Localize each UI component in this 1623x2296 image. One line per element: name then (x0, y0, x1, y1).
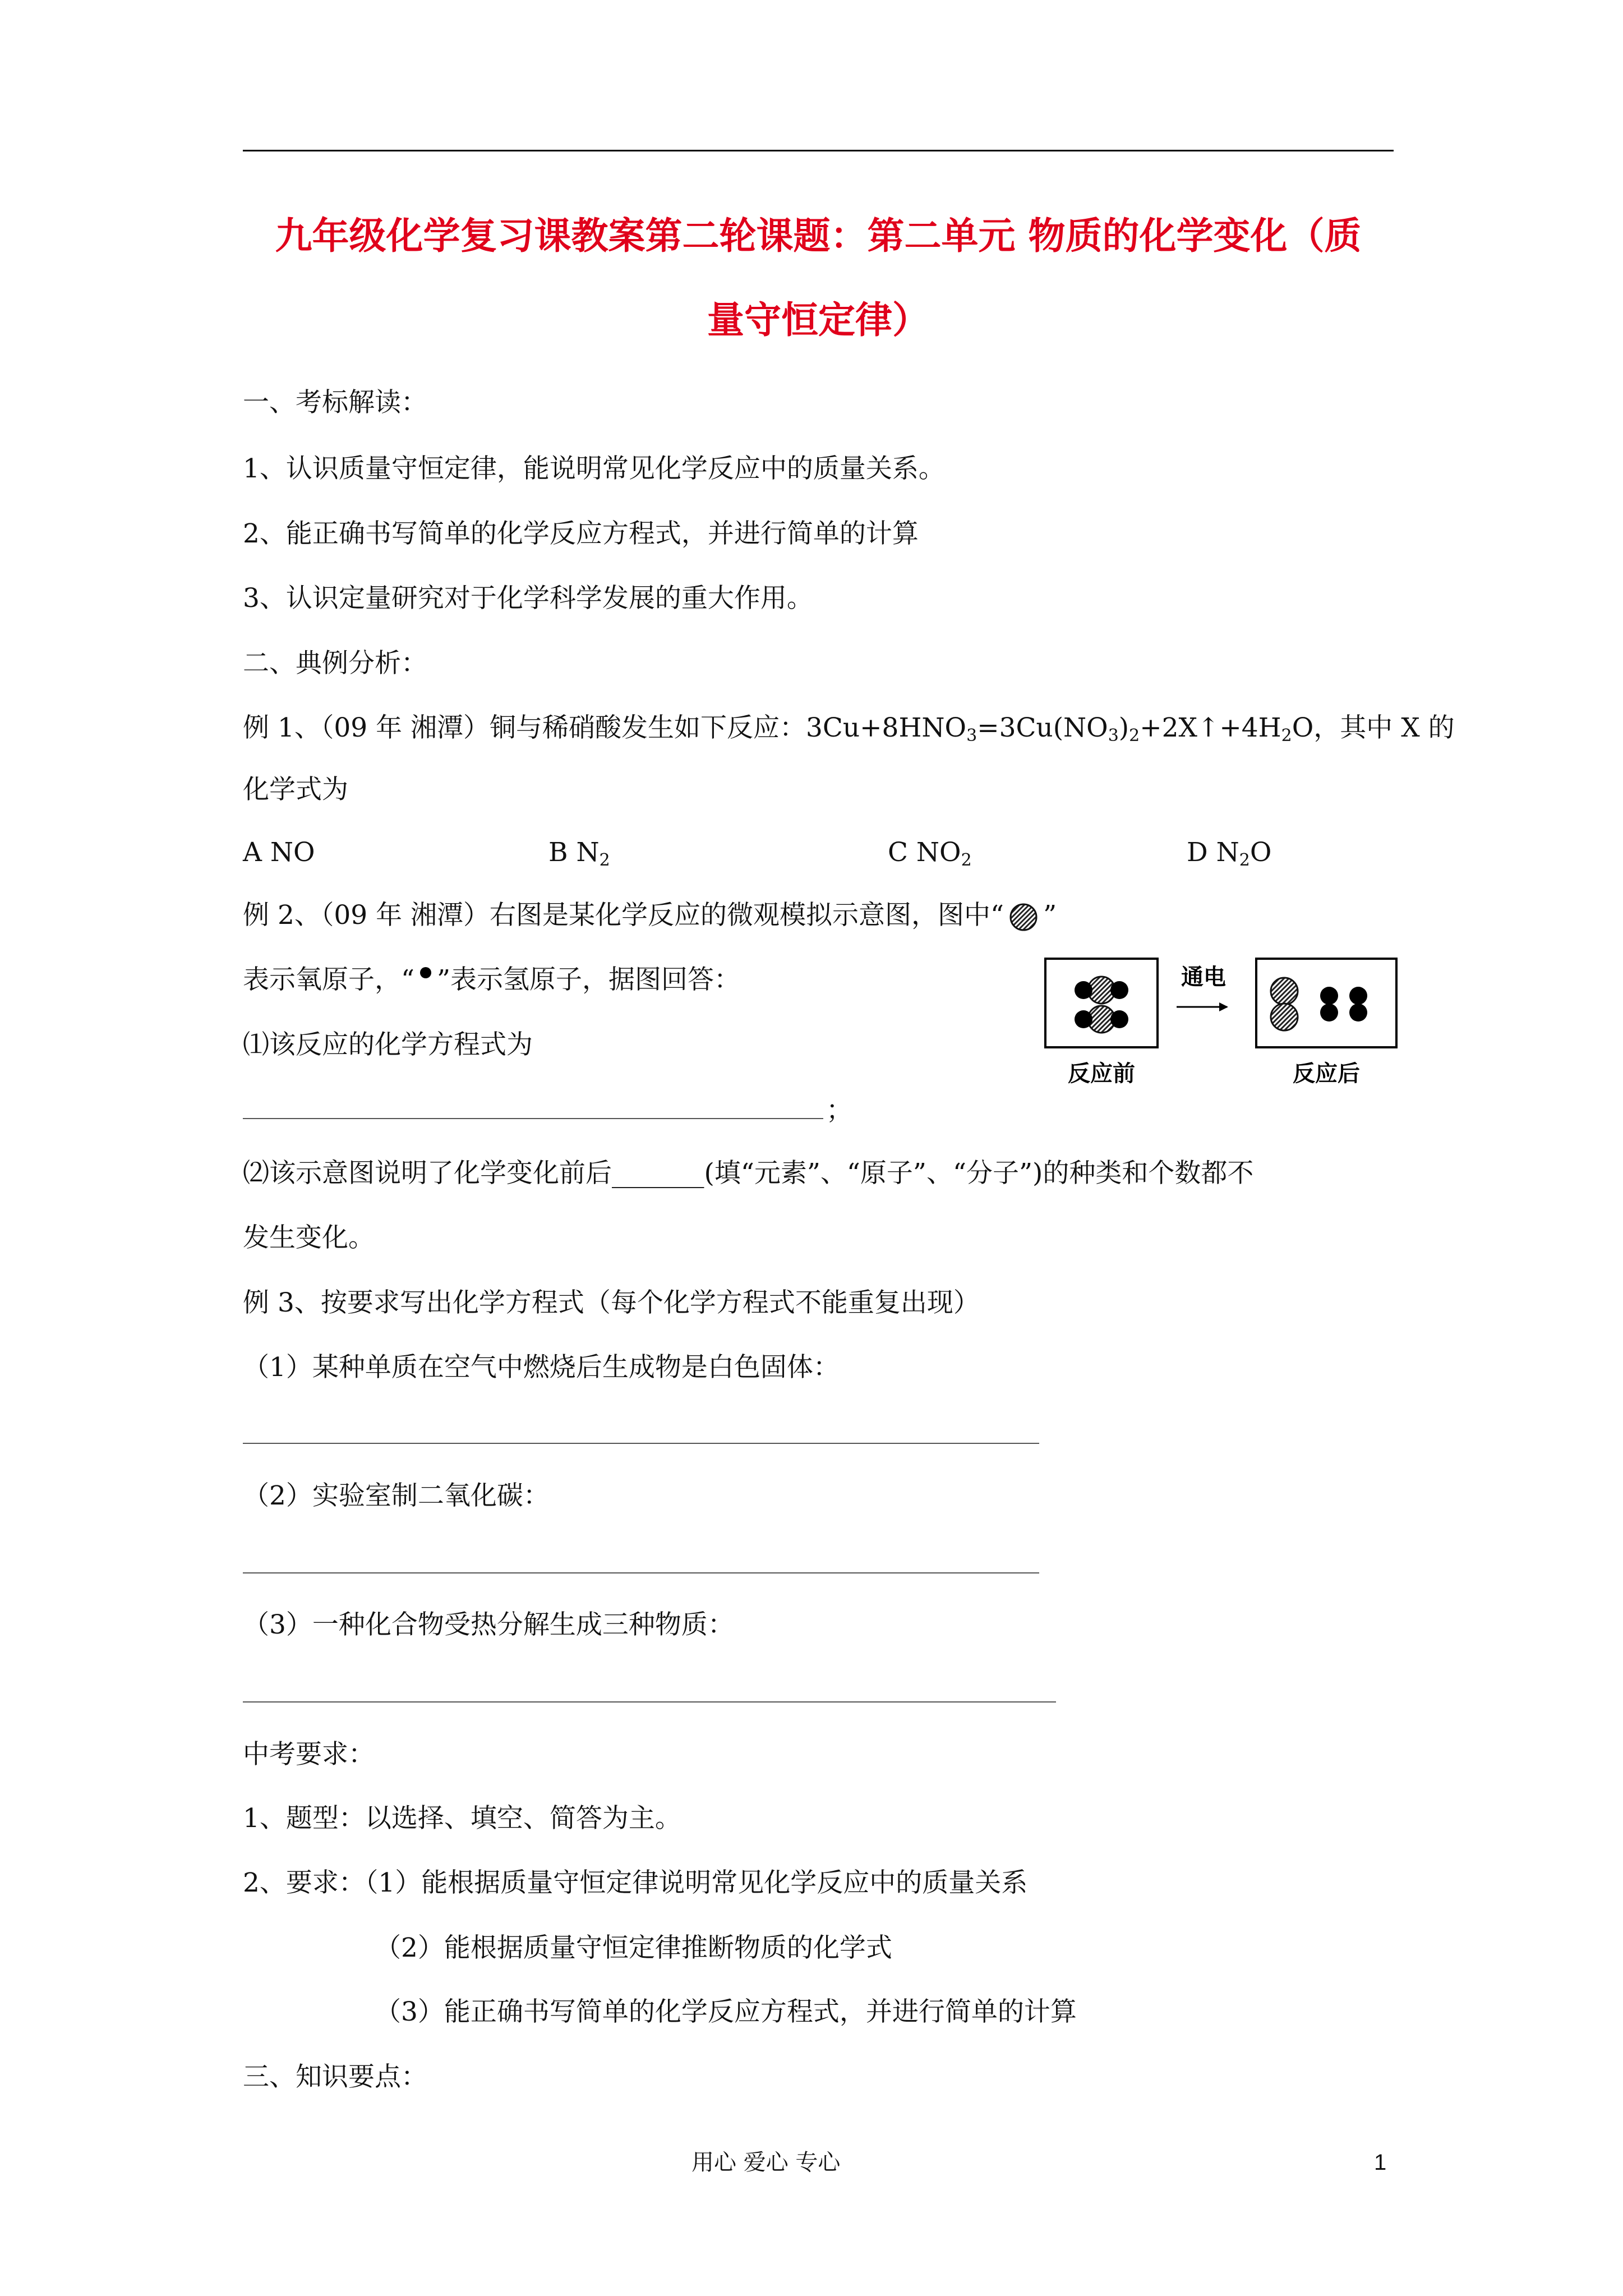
section2-heading: 二、典例分析： (243, 648, 427, 679)
exam-req-2: （2）能根据质量守恒定律推断物质的化学式 (375, 1932, 892, 1963)
answer-blank-ex3-3 (243, 1701, 1056, 1703)
answer-blank-ex3-1 (243, 1443, 1039, 1444)
section1-item-2: 2、能正确书写简单的化学反应方程式，并进行简单的计算 (243, 518, 919, 549)
option-b: B $N_2$ (548, 837, 610, 870)
example2-question-line1: 例 2、（09 年 湘潭）右图是某化学反应的微观模拟示意图，图中“ ” (243, 899, 1057, 934)
arrow-label: 通电 (1181, 964, 1226, 990)
document-title-line1: 九年级化学复习课教案第二轮课题：第二单元 物质的化学变化（质 (275, 214, 1362, 257)
section1-heading: 一、考标解读： (243, 387, 427, 418)
oxygen-molecule (1271, 978, 1298, 1030)
example2-question-line2: 表示氧原子，“ ”表示氢原子，据图回答： (243, 963, 740, 999)
before-label: 反应前 (1068, 1061, 1135, 1087)
section3-heading: 三、知识要点： (243, 2062, 427, 2092)
example1-question: 例 1、（09 年 湘潭）铜与稀硝酸发生如下反应：$3Cu+8HNO_3=3Cu(NO_3)_2+2X↑+4H_2O$，其中 X 的 (243, 712, 1455, 746)
after-label: 反应后 (1293, 1061, 1360, 1087)
page-number: 1 (1374, 2150, 1387, 2175)
exam-req-3: （3）能正确书写简单的化学反应方程式，并进行简单的计算 (375, 1996, 1077, 2027)
example3-item-2: （2）实验室制二氧化碳： (243, 1480, 550, 1511)
hydrogen-molecules (1320, 987, 1367, 1022)
example2-q1: ⑴该反应的化学方程式为 (243, 1029, 533, 1060)
option-c: C $NO_2$ (888, 837, 972, 870)
option-a: A NO (243, 837, 315, 868)
example2-q2-line1: ⑵该示意图说明了化学变化前后_______(填“元素”、“原子”、“分子”)的种类和个数都不 (243, 1158, 1254, 1189)
example2-q2-line2: 发生变化。 (243, 1222, 375, 1253)
answer-blank-ex3-2 (243, 1572, 1039, 1573)
exam-heading: 中考要求： (243, 1739, 375, 1770)
oxygen-atom-icon (1004, 900, 1043, 934)
hydrogen-atom-icon (414, 965, 437, 999)
footer-motto: 用心 爱心 专心 (691, 2150, 841, 2175)
exam-req-1: 2、要求：（1）能根据质量守恒定律说明常见化学反应中的质量关系 (243, 1867, 1028, 1898)
reaction-diagram (1043, 956, 1402, 1091)
example3-item-3: （3）一种化合物受热分解生成三种物质： (243, 1609, 734, 1640)
example3-heading: 例 3、按要求写出化学方程式（每个化学方程式不能重复出现） (243, 1287, 980, 1318)
exam-type: 1、题型：以选择、填空、简答为主。 (243, 1803, 681, 1834)
document-title-line2: 量守恒定律） (707, 298, 929, 342)
answer-blank-q1 (243, 1118, 823, 1119)
example1-question-cont: 化学式为 (243, 774, 348, 805)
example3-item-1: （1）某种单质在空气中燃烧后生成物是白色固体： (243, 1352, 840, 1383)
option-d: D $N_2O$ (1187, 837, 1272, 870)
example2-q1-end: ； (826, 1095, 852, 1126)
water-molecule-2 (1075, 1006, 1128, 1033)
section1-item-3: 3、认识定量研究对于化学科学发展的重大作用。 (243, 583, 813, 614)
water-molecule-1 (1075, 977, 1128, 1004)
section1-item-1: 1、认识质量守恒定律，能说明常见化学反应中的质量关系。 (243, 453, 945, 484)
header-rule (243, 150, 1394, 151)
